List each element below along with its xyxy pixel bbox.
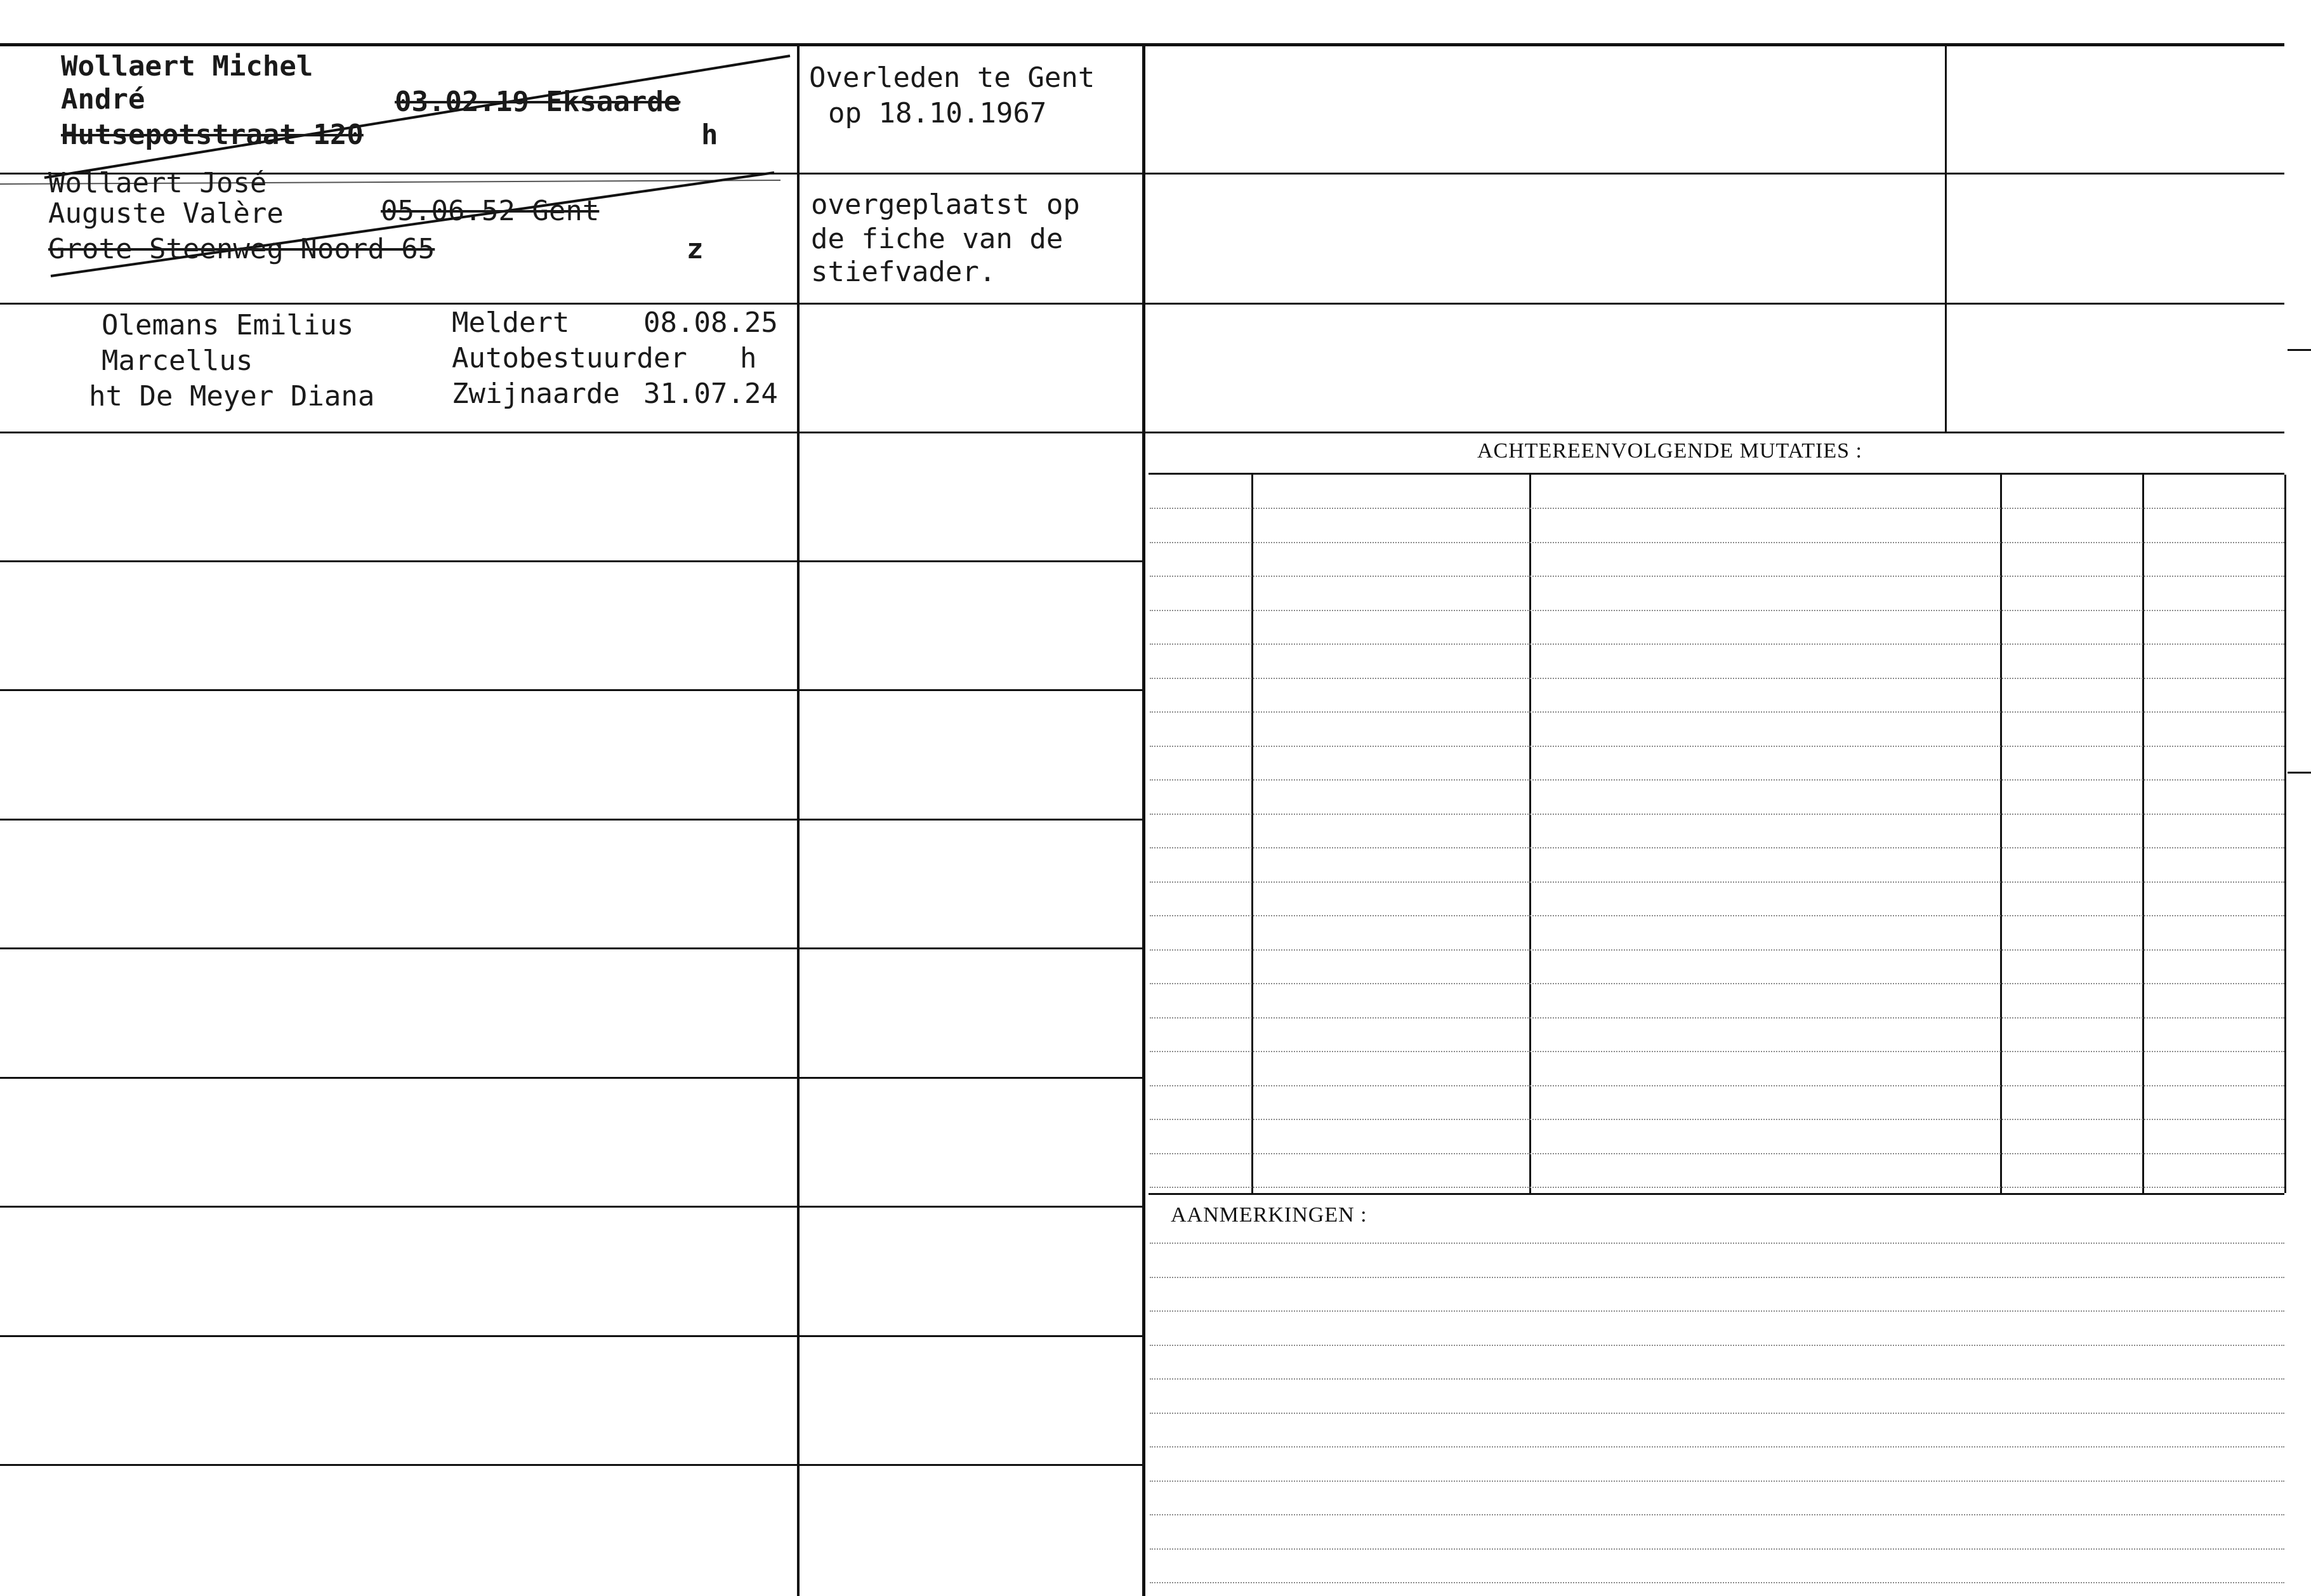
entry3-date2: 31.07.24 xyxy=(643,378,778,410)
entry2-address: Grote Steenweg Noord 65 xyxy=(48,233,435,265)
entry2-given: Auguste Valère xyxy=(48,197,284,230)
entry1-date-place: 03.02.19 Eksaarde xyxy=(395,86,681,118)
entry3-name: Olemans Emilius xyxy=(102,309,354,341)
entry2-remark-3: stiefvader. xyxy=(811,256,996,288)
mutaties-header: ACHTEREENVOLGENDE MUTATIES : xyxy=(1477,439,1862,463)
entry3-place2: Zwijnaarde xyxy=(452,378,620,410)
entry2-date-place: 05.06.52 Gent xyxy=(381,195,600,227)
entry3-role: h xyxy=(740,342,757,374)
entry1-given: André xyxy=(61,83,145,115)
entry3-occupation: Autobestuurder xyxy=(452,342,687,374)
entry1-role: h xyxy=(701,119,718,151)
aanmerkingen-header: AANMERKINGEN : xyxy=(1171,1203,1367,1227)
entry2-name: Wollaert José xyxy=(48,167,267,199)
entry2-role: z xyxy=(687,233,704,265)
entry1-remark-1: Overleden te Gent xyxy=(809,62,1095,94)
entry3-date1: 08.08.25 xyxy=(643,307,778,339)
entry2-remark-2: de fiche van de xyxy=(811,223,1063,255)
entry1-address: Hutsepotstraat 120 xyxy=(61,119,364,151)
entry3-place1: Meldert xyxy=(452,307,570,339)
entry3-given: Marcellus xyxy=(102,345,253,377)
entry1-remark-2: op 18.10.1967 xyxy=(828,97,1047,129)
entry2-remark-1: overgeplaatst op xyxy=(811,188,1080,221)
entry1-name: Wollaert Michel xyxy=(61,50,313,82)
entry3-spouse: ht De Meyer Diana xyxy=(89,380,375,412)
